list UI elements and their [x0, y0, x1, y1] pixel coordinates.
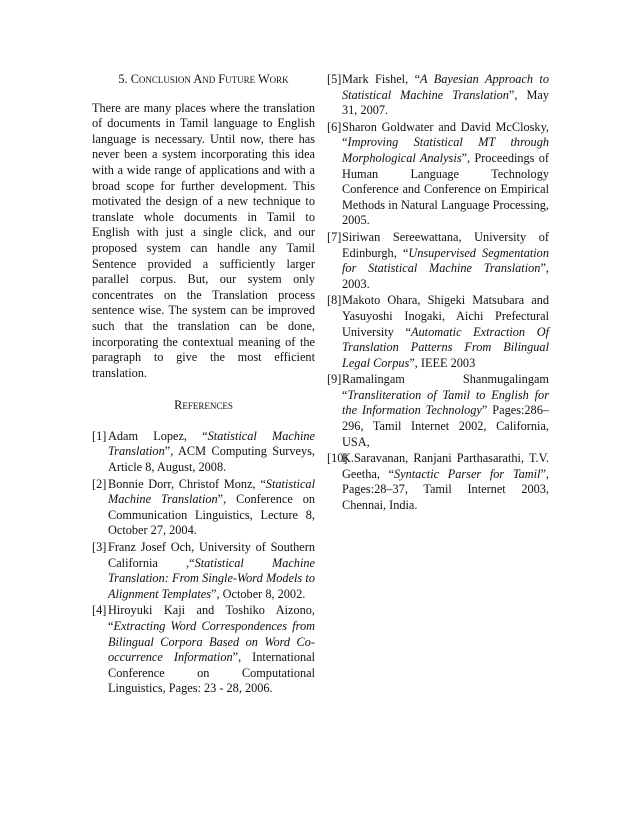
conclusion-heading: 5. Conclusion And Future Work	[118, 72, 289, 86]
reference-item: [5] Mark Fishel, “A Bayesian Approach to Statistical Machine Translation”, May 31, 2007.	[327, 72, 549, 118]
reference-item: [10] K.Saravanan, Ranjani Parthasarathi, T.V. Geetha, “Syntactic Parser for Tamil”, Pages:28–37, Tamil Internet 2003, Chennai, India.	[327, 451, 549, 513]
reference-item: [6] Sharon Goldwater and David McClosky, “Improving Statistical MT through Morphological Analysis”, Proceedings of Human Language Technology Conference and Conference on Empirical Methods in Natural Language Processing, 2005.	[327, 119, 549, 228]
references-heading: References	[174, 398, 233, 413]
left-column	[92, 72, 315, 698]
reference-item: [3] Franz Josef Och, University of Southern California ,“Statistical Machine Translation: From Single-Word Models to Alignment Templates”, October 8, 2002.	[92, 540, 315, 601]
reference-item: [9] Ramalingam Shanmugalingam “Transliteration of Tamil to English for the Information Technology” Pages:286–296, Tamil Internet 2002, California, USA,	[327, 372, 550, 449]
reference-item: [2] Bonnie Dorr, Christof Monz, “Statistical Machine Translation”, Conference on Communication Linguistics, Lecture 8, October 27, 2004.	[92, 476, 315, 538]
reference-item: [4] Hiroyuki Kaji and Toshiko Aizono, “Extracting Word Correspondences from Bilingual Corpora Based on Word Co-occurrence Information”, International Conference on Computational Linguistics, Pages: 23 - 28, 2006.	[92, 603, 315, 696]
reference-item: [8] Makoto Ohara, Shigeki Matsubara and Yasuyoshi Inogaki, Aichi Prefectural University “Automatic Extraction Of Translation Patterns From Bilingual Legal Corpus”, IEEE 2003	[327, 293, 549, 370]
conclusion-paragraph: There are many places where the translation of documents in Tamil language to English language is necessary. Until now, there has never been a system incorporating this idea with a wide range of applications and with a broad scope for further development. This motivated the design of a new technique to translate whole documents in Tamil to English with just a single click, and our proposed system can handle any Tamil Sentence provided a sufficiently larger parallel corpus. But, our system only concentrates on the Translation process sentence wise. The system can be improved such that the translation can be done, incorporating the contextual meaning of the paragraph to give the most efficient translation.	[92, 100, 315, 380]
right-column	[327, 72, 549, 515]
reference-item: [7] Siriwan Sereewattana, University of Edinburgh, “Unsupervised Segmentation for Statistical Machine Translation”, 2003.	[327, 229, 549, 291]
reference-item: [1] Adam Lopez, “Statistical Machine Translation”, ACM Computing Surveys, Article 8, August, 2008.	[92, 428, 315, 475]
